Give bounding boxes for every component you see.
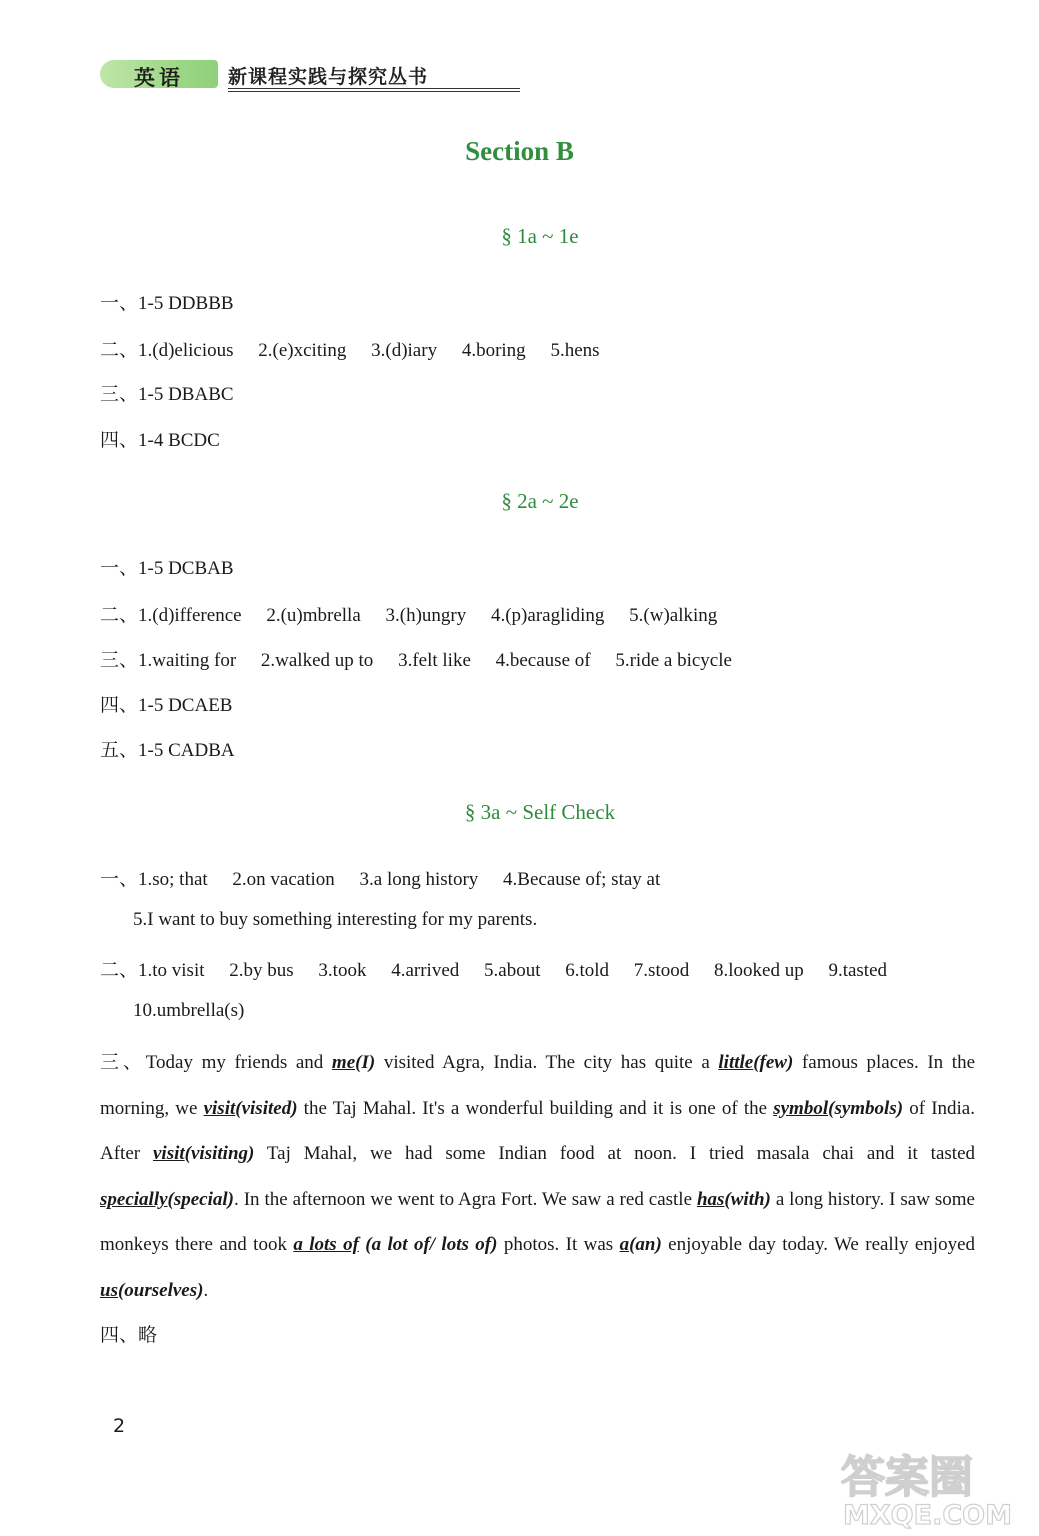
answer-item: 8.looked up: [713, 960, 804, 981]
answer-line: [100, 864, 660, 891]
correction: (with): [724, 1188, 771, 1210]
answer-item: 2.by bus: [229, 960, 294, 981]
subsection-1-title: § 1a ~ 1e: [501, 224, 579, 248]
answer-item: 6.told: [565, 960, 610, 981]
watermark-logo: [831, 1444, 1031, 1530]
error-word: a lots of: [293, 1234, 359, 1256]
answer-item: 二、1.(d)elicious: [100, 340, 234, 361]
answer-item: 4.because of: [495, 650, 591, 671]
answer-item: 二、1.to visit: [100, 960, 205, 981]
answer-item: 二、1.(d)ifference: [100, 605, 242, 626]
watermark-en: MXQE.COM: [843, 1500, 1012, 1530]
answer-item: 三、1.waiting for: [100, 650, 237, 671]
answer-line: 一、1-5 DDBBB: [100, 293, 234, 314]
answer-line: 四、略: [100, 1325, 158, 1346]
answer-item: 一、1.so; that: [100, 869, 208, 890]
answer-line: [100, 955, 887, 982]
answer-line: 10.umbrella(s): [133, 1000, 245, 1021]
answer-item: 4.arrived: [391, 960, 460, 981]
error-word: symbol: [773, 1097, 829, 1119]
error-word: us: [100, 1279, 118, 1301]
answer-item: 3.(d)iary: [371, 340, 438, 361]
correction-paragraph: [100, 1040, 975, 1314]
para-text: 三、Today my friends and: [100, 1052, 332, 1073]
error-word: visit: [203, 1097, 236, 1119]
series-title: 新课程实践与探究丛书: [228, 66, 429, 88]
header-rule-secondary: [228, 91, 520, 92]
correction: (few): [753, 1052, 794, 1073]
answer-line: 四、1-5 DCAEB: [100, 695, 233, 716]
watermark-cn: 答案圈: [841, 1452, 973, 1503]
para-text: of India. After: [100, 1097, 975, 1165]
answer-item: 4.boring: [461, 340, 526, 361]
answer-line: [100, 600, 717, 627]
para-text: visited Agra, India. The city has quite a: [375, 1052, 719, 1073]
answer-line: [100, 645, 732, 672]
error-word: has: [696, 1188, 725, 1210]
answer-item: 3.took: [318, 960, 367, 981]
answer-item: 5.about: [484, 960, 541, 981]
answer-line: 三、1-5 DBABC: [100, 384, 234, 405]
answer-item: 3.a long history: [359, 869, 479, 890]
answer-item: 5.(w)alking: [629, 605, 718, 626]
page-number: 2: [113, 1415, 126, 1437]
para-text: famous places. In the morning, we: [100, 1052, 975, 1119]
header-rule: [228, 88, 520, 89]
correction: (symbols): [828, 1097, 904, 1119]
answer-item: 4.Because of; stay at: [503, 869, 661, 890]
error-word: a: [619, 1234, 630, 1256]
para-text: Taj Mahal, we had some Indian food at noon. I tried masala chai and it tasted: [254, 1143, 976, 1165]
answer-item: 2.(e)xciting: [258, 340, 347, 361]
answer-line: 一、1-5 DCBAB: [100, 558, 234, 579]
correction: (visited): [235, 1097, 298, 1119]
subsection-2-title: § 2a ~ 2e: [501, 489, 579, 513]
answer-item: 2.(u)mbrella: [266, 605, 361, 626]
answer-item: 3.felt like: [398, 650, 471, 671]
subject-tag: [100, 60, 218, 88]
subject-label: 英语: [134, 66, 184, 90]
para-text: a long history. I saw some monkeys there and took: [100, 1188, 975, 1256]
answer-item: 5.ride a bicycle: [615, 650, 732, 671]
para-text: .: [203, 1279, 209, 1301]
correction: (I): [355, 1052, 376, 1073]
subsection-3-title: § 3a ~ Self Check: [464, 800, 616, 824]
error-word: me: [331, 1052, 356, 1073]
answer-item: 9.tasted: [828, 960, 888, 981]
correction: (ourselves): [117, 1279, 204, 1301]
para-text: enjoyable day today. We really enjoyed: [661, 1234, 976, 1256]
error-word: visit: [153, 1143, 185, 1165]
correction: (a lot of/ lots of): [358, 1234, 498, 1256]
answer-item: 5.hens: [550, 340, 600, 361]
answer-line: 四、1-4 BCDC: [100, 430, 220, 451]
error-word: little: [718, 1052, 754, 1073]
answer-item: 2.walked up to: [260, 650, 374, 671]
answer-item: 3.(h)ungry: [385, 605, 467, 626]
error-word: specially: [100, 1188, 168, 1210]
page-header: [100, 58, 430, 90]
correction: (special): [167, 1188, 235, 1210]
para-text: . In the afternoon we went to Agra Fort. We saw a red castle: [234, 1188, 697, 1210]
answer-item: 7.stood: [633, 960, 690, 981]
answer-line: 5.I want to buy something interesting for my parents.: [133, 909, 538, 930]
section-title: Section B: [465, 136, 574, 166]
correction: (visiting): [184, 1143, 255, 1165]
para-text: photos. It was: [497, 1234, 620, 1256]
answer-line: 五、1-5 CADBA: [100, 740, 235, 761]
answer-line: [100, 335, 600, 362]
answer-item: 2.on vacation: [232, 869, 335, 890]
answer-item: 4.(p)aragliding: [490, 605, 605, 626]
para-text: the Taj Mahal. It's a wonderful building and it is one of the: [297, 1097, 774, 1119]
correction: (an): [629, 1234, 662, 1256]
